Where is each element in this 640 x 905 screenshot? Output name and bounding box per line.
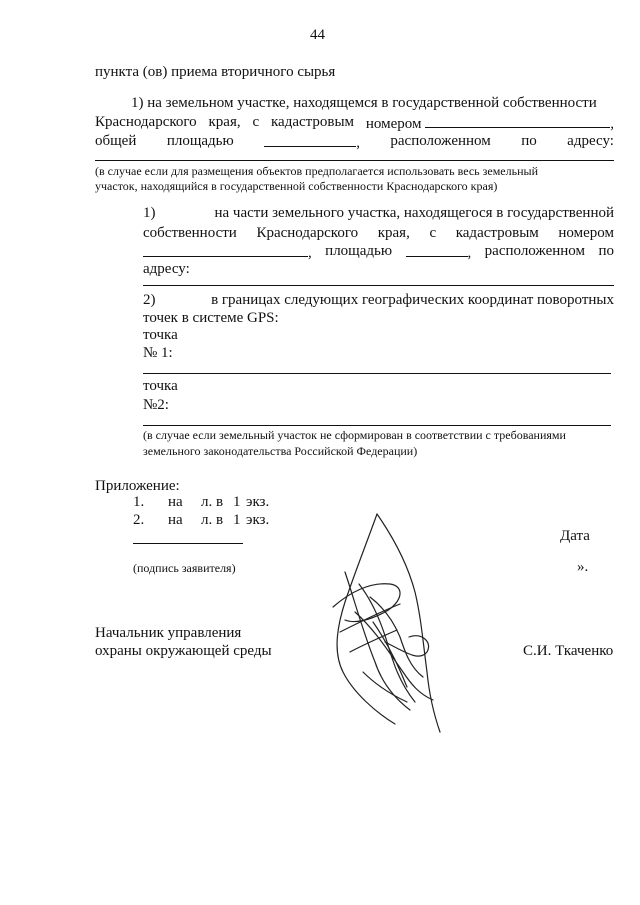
appendix-item-sheets: л. в [201,512,224,528]
date-end: ». [577,559,589,575]
section2-line1 [143,204,614,222]
point2-line[interactable] [143,425,611,426]
heading-line: пункта (ов) приема вторичного сырья [95,64,336,80]
word: номером [558,225,614,241]
point1-line[interactable] [143,373,611,374]
word: расположенном [390,133,491,149]
word: 1) [143,205,156,221]
word: площадью [166,133,234,149]
appendix-item-count: 1 [233,512,241,528]
area-blank[interactable] [264,132,356,147]
word: кадастровым [455,225,539,241]
appendix-item-na: на [168,512,183,528]
word: расположенном [484,243,586,259]
section1-note-line1: (в случае если для размещения объектов предполагается использовать весь земельный [95,164,538,178]
word: Краснодарского [256,225,359,241]
appendix-title: Приложение: [95,478,180,494]
appendix-item-number: 2. [133,512,145,528]
section1-line1: 1) на земельном участке, находящемся в государственной собственности [131,95,597,111]
word: адресу: [567,133,614,149]
section3-line2: точек в системе GPS: [143,310,279,326]
word: по [598,243,614,259]
point1-label: точка [143,327,178,343]
section3-line1 [143,291,614,309]
section3-note-line1: (в случае если земельный участок не сформирован в соответствии с требованиями [143,428,566,442]
word: Краснодарского [95,114,197,130]
position-line2: охраны окружающей среды [95,643,272,659]
appendix-item-sheets: л. в [201,494,224,510]
address-line-1[interactable] [95,160,614,161]
word: с [429,225,437,241]
word: с [252,114,260,130]
appendix-item-copies: экз. [246,494,270,510]
section1-line3: общей площадью , расположенном по адресу: [95,133,614,151]
appendix-item-count: 1 [233,494,241,510]
applicant-signature-line[interactable] [133,543,243,544]
point2-label: точка [143,378,178,394]
position-line1: Начальник управления [95,625,242,641]
word: в границах следующих географических координат поворотных [211,292,614,308]
appendix-item [133,511,293,529]
word: по [521,133,537,149]
word: края, [377,225,410,241]
date-label: Дата [560,528,590,544]
section2-line4: адресу: [143,261,190,277]
word: кадастровым [270,114,355,130]
point1-number: № 1: [143,345,173,361]
appendix-item-number: 1. [133,494,145,510]
appendix-item-na: на [168,494,183,510]
section2-line2 [143,224,614,242]
handwritten-signature [315,512,475,737]
area-blank-2[interactable] [406,242,468,257]
word: номером [365,116,422,132]
word: на части земельного участка, находящегося в государственной [214,205,614,221]
word: собственности [143,225,237,241]
address-line-2[interactable] [143,285,614,286]
point2-number: №2: [143,397,169,413]
page-number: 44 [310,27,325,43]
word: края, [208,114,241,130]
section1-note-line2: участок, находящийся в государственной собственности Краснодарского края) [95,179,498,193]
section2-line3: , площадью , расположенном по [143,242,614,262]
word: общей [95,133,137,149]
signatory-name: С.И. Ткаченко [523,643,614,659]
section3-note-line2: земельного законодательства Российской Федерации) [143,444,418,458]
appendix-item-copies: экз. [246,512,270,528]
appendix-item [133,493,293,511]
word: 2) [143,292,156,308]
cadastral-number-blank[interactable] [425,113,610,128]
section1-line2: Краснодарского края, с кадастровым номером , [95,114,614,132]
word: площадью [325,243,393,259]
cadastral-number-blank-2[interactable] [143,242,308,257]
applicant-signature-caption: (подпись заявителя) [133,561,236,575]
